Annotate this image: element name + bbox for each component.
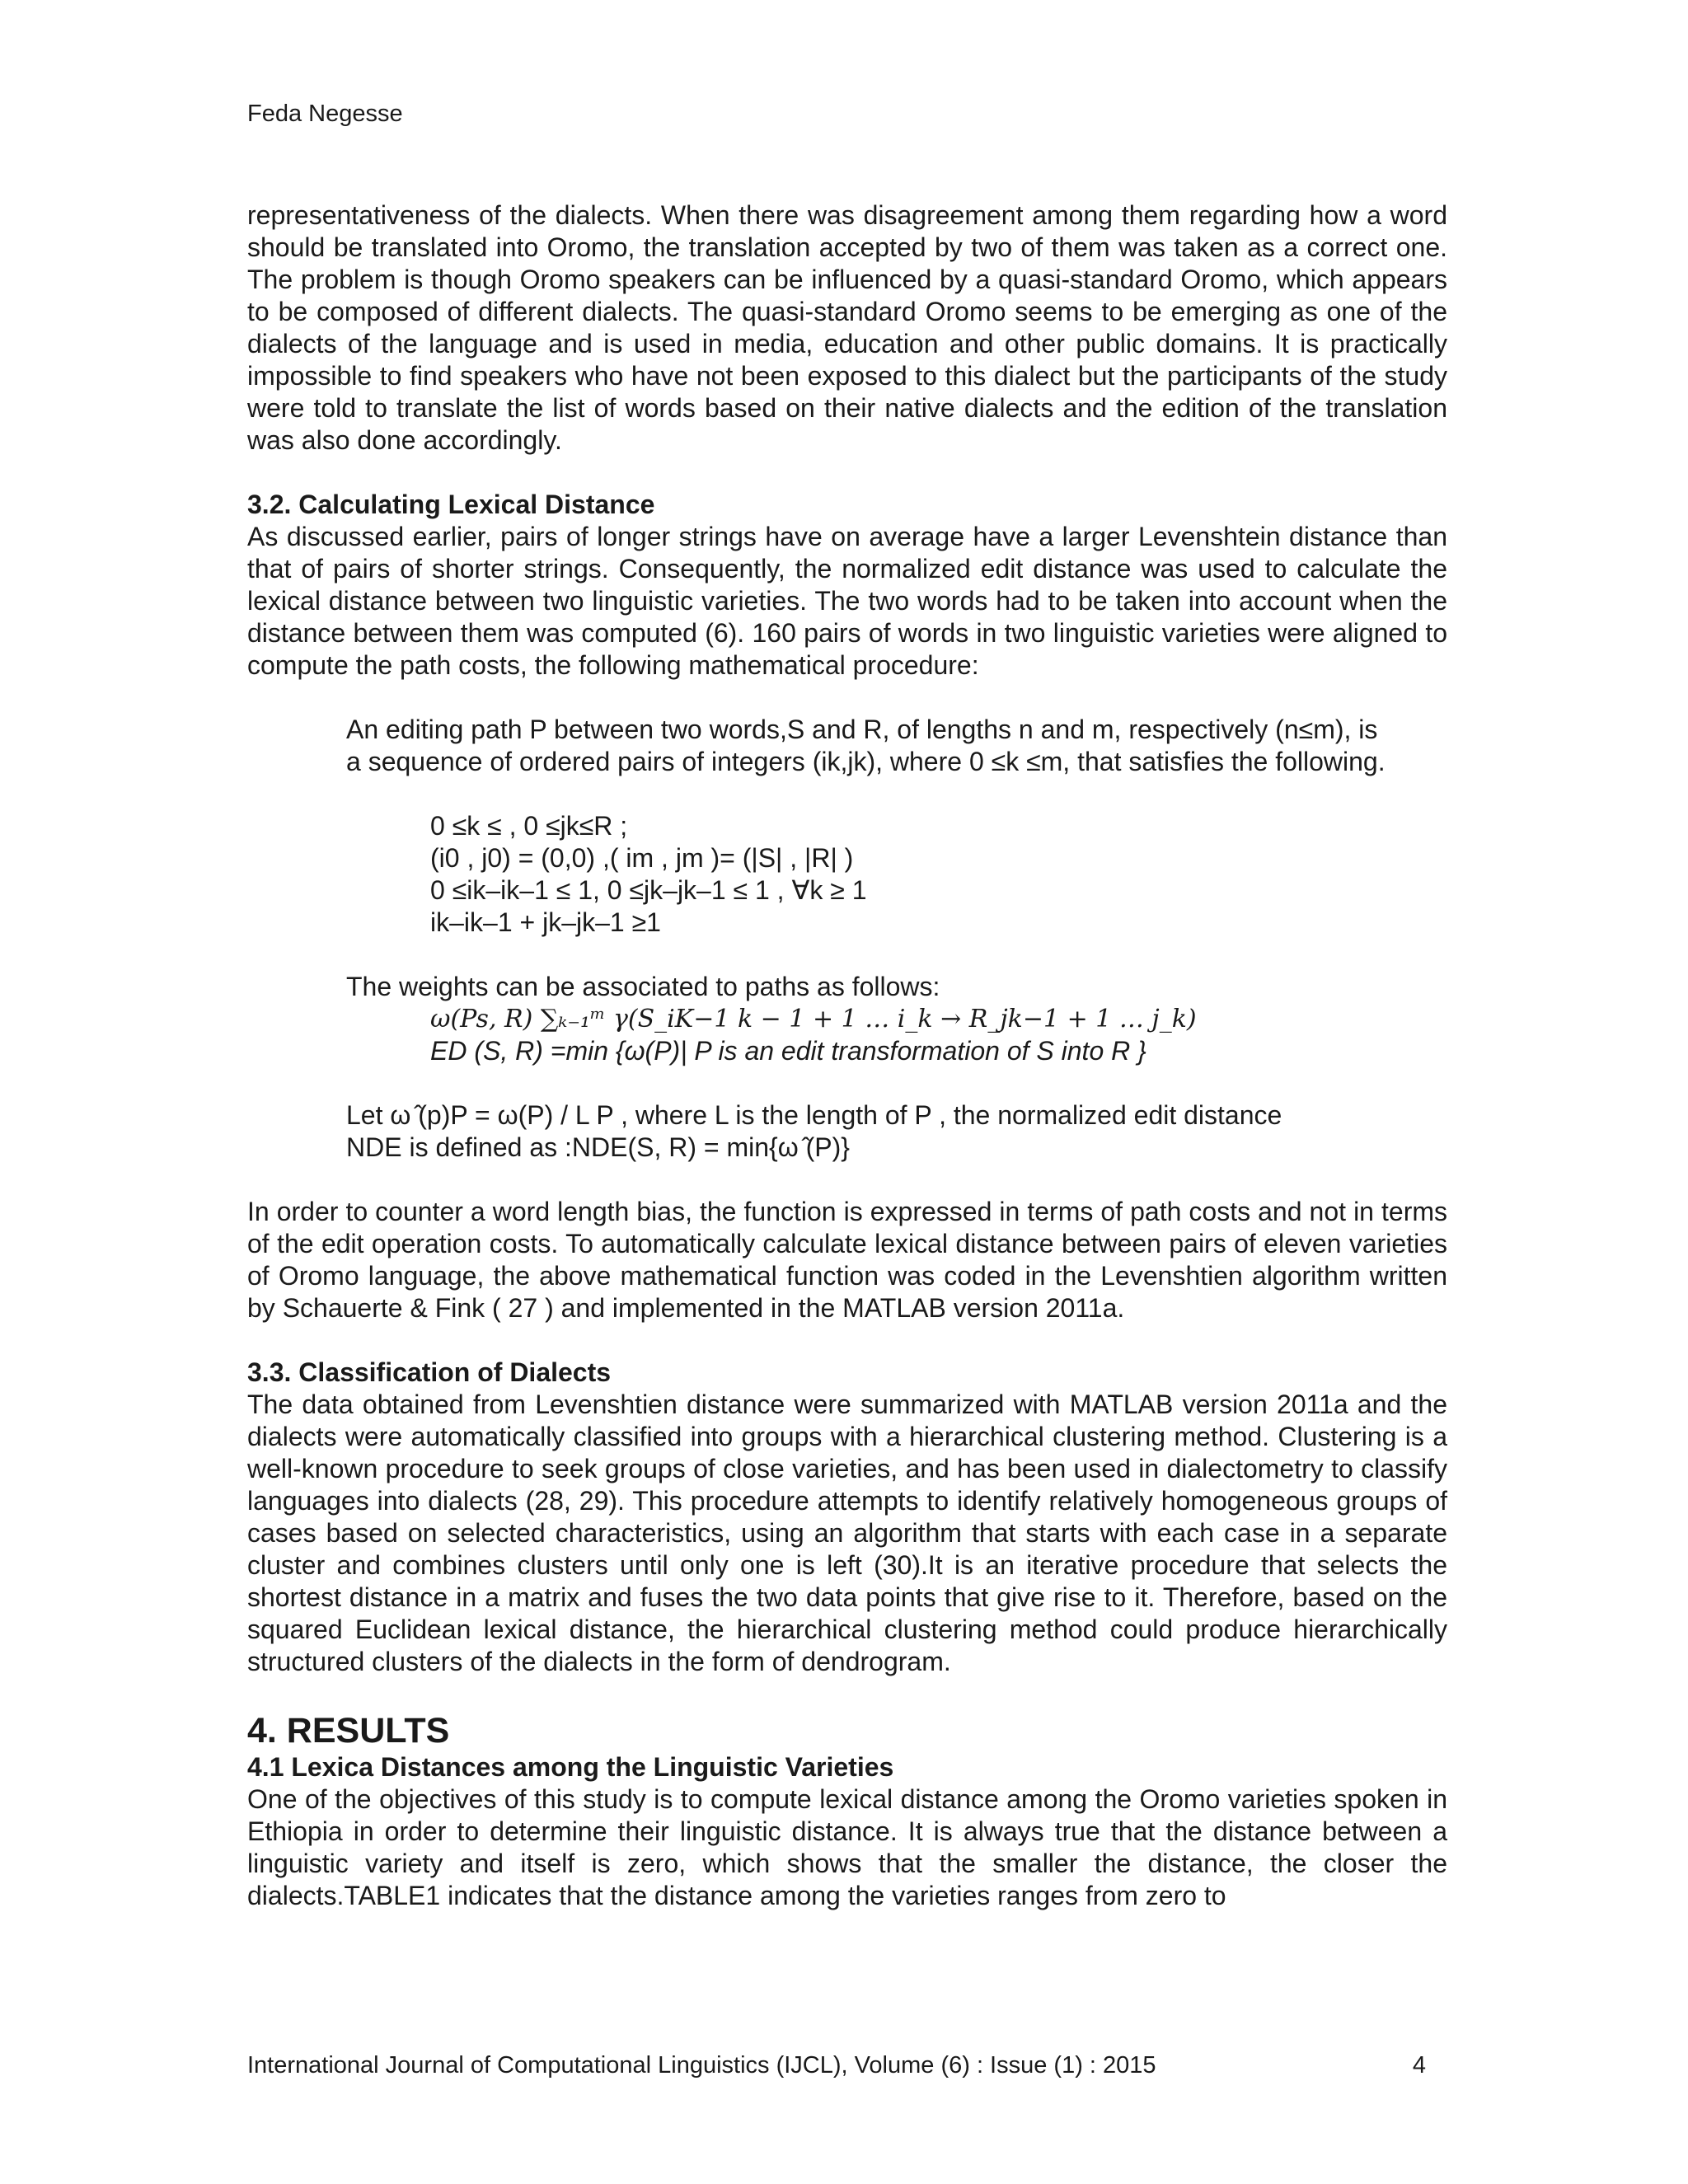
section-3-2-heading: 3.2. Calculating Lexical Distance — [247, 490, 655, 519]
running-head-author: Feda Negesse — [247, 101, 403, 127]
normalized-line-2: NDE is defined as :NDE(S, R) = min{ω ̂(P)} — [346, 1132, 850, 1162]
footer-journal: International Journal of Computational Linguistics (IJCL), Volume (6) : Issue (1) : 2015 — [247, 2052, 1156, 2079]
condition-1: 0 ≤k ≤ , 0 ≤jk≤R ; — [430, 811, 628, 841]
condition-2: (i0 , j0) = (0,0) ,( im , jm )= (|S| , |R| ) — [430, 843, 854, 873]
section-3-3-heading: 3.3. Classification of Dialects — [247, 1357, 612, 1387]
intro-paragraph: representativeness of the dialects. When there was disagreement among them regarding how a word should be translated into Oromo, the translation accepted by two of them was taken as a correct one. The problem is though Oromo speakers can be influenced by a quasi-standard Oromo, which appears to be composed of different dialects. The quasi-standard Oromo seems to be emerging as one of the dialects of the language and is used in media, education and other public domains. It is practically impossible to find speakers who have not been exposed to this dialect but the participants of the study were told to translate the list of words based on their native dialects and the edition of the translation was also done accordingly. — [247, 200, 1447, 455]
condition-4: ik–ik–1 + jk–jk–1 ≥1 — [430, 907, 661, 937]
normalized-distance-block — [247, 1099, 1447, 1164]
definition-line-1: An editing path P between two words,S and R, of lengths n and m, respectively (n≤m), is — [346, 715, 1378, 744]
definition-block — [247, 714, 1447, 778]
conditions-block — [247, 810, 1447, 939]
main-text — [247, 199, 1447, 1912]
page-footer — [247, 2052, 1426, 2079]
section-4-heading: 4. RESULTS — [247, 1711, 450, 1750]
section-4-1-heading: 4.1 Lexica Distances among the Linguistic Varieties — [247, 1752, 894, 1782]
page-number: 4 — [1412, 2052, 1426, 2079]
definition-line-2: a sequence of ordered pairs of integers (ik,jk), where 0 ≤k ≤m, that satisfies the following. — [346, 747, 1386, 776]
section-3-2-paragraph: As discussed earlier, pairs of longer strings have on average have a larger Levenshtein distance than that of pairs of shorter strings. Consequently, the normalized edit distance was used to calculate the lexical distance between two linguistic varieties. The two words had to be taken into account when the distance between them was computed (6). 160 pairs of words in two linguistic varieties were aligned to compute the path costs, the following mathematical procedure: — [247, 522, 1447, 680]
section-3-2-paragraph-2: In order to counter a word length bias, the function is expressed in terms of path costs and not in terms of the edit operation costs. To automatically calculate lexical distance between pairs of eleven varieties of Oromo language, the above mathematical function was coded in the Levenshtien algorithm written by Schauerte & Fink ( 27 ) and implemented in the MATLAB version 2011a. — [247, 1197, 1447, 1323]
weight-equation: ω(Ps, R) ∑ₖ₋₁ᵐ γ(S_iK−1 k − 1 + 1 … i_k → R_jk−1 + 1 … j_k) — [430, 1005, 1197, 1033]
condition-3: 0 ≤ik–ik–1 ≤ 1, 0 ≤jk–jk–1 ≤ 1 , ∀k ≥ 1 — [430, 875, 867, 905]
normalized-line-1: Let ω ̂(p)P = ω(P) / L P , where L is the length of P , the normalized edit distance — [346, 1100, 1282, 1130]
edit-distance-equation: ED (S, R) =min {ω(P)| P is an edit transformation of S into R } — [430, 1036, 1146, 1066]
section-3-3-paragraph: The data obtained from Levenshtien distance were summarized with MATLAB version 2011a and the dialects were automatically classified into groups with a hierarchical clustering method. Clustering is a well-known procedure to seek groups of close varieties, and has been used in dialectometry to classify languages into dialects (28, 29). This procedure attempts to identify relatively homogeneous groups of cases based on selected characteristics, using an algorithm that starts with each case in a separate cluster and combines clusters until only one is left (30).It is an iterative procedure that selects the shortest distance in a matrix and fuses the two data points that give rise to it. Therefore, based on the squared Euclidean lexical distance, the hierarchical clustering method could produce hierarchically structured clusters of the dialects in the form of dendrogram. — [247, 1390, 1447, 1676]
section-4-1-paragraph: One of the objectives of this study is to compute lexical distance among the Oromo varieties spoken in Ethiopia in order to determine their linguistic distance. It is always true that the distance between a linguistic variety and itself is zero, which shows that the smaller the distance, the closer the dialects.TABLE1 indicates that the distance among the varieties ranges from zero to — [247, 1784, 1447, 1910]
weights-intro: The weights can be associated to paths as follows: — [346, 972, 940, 1001]
